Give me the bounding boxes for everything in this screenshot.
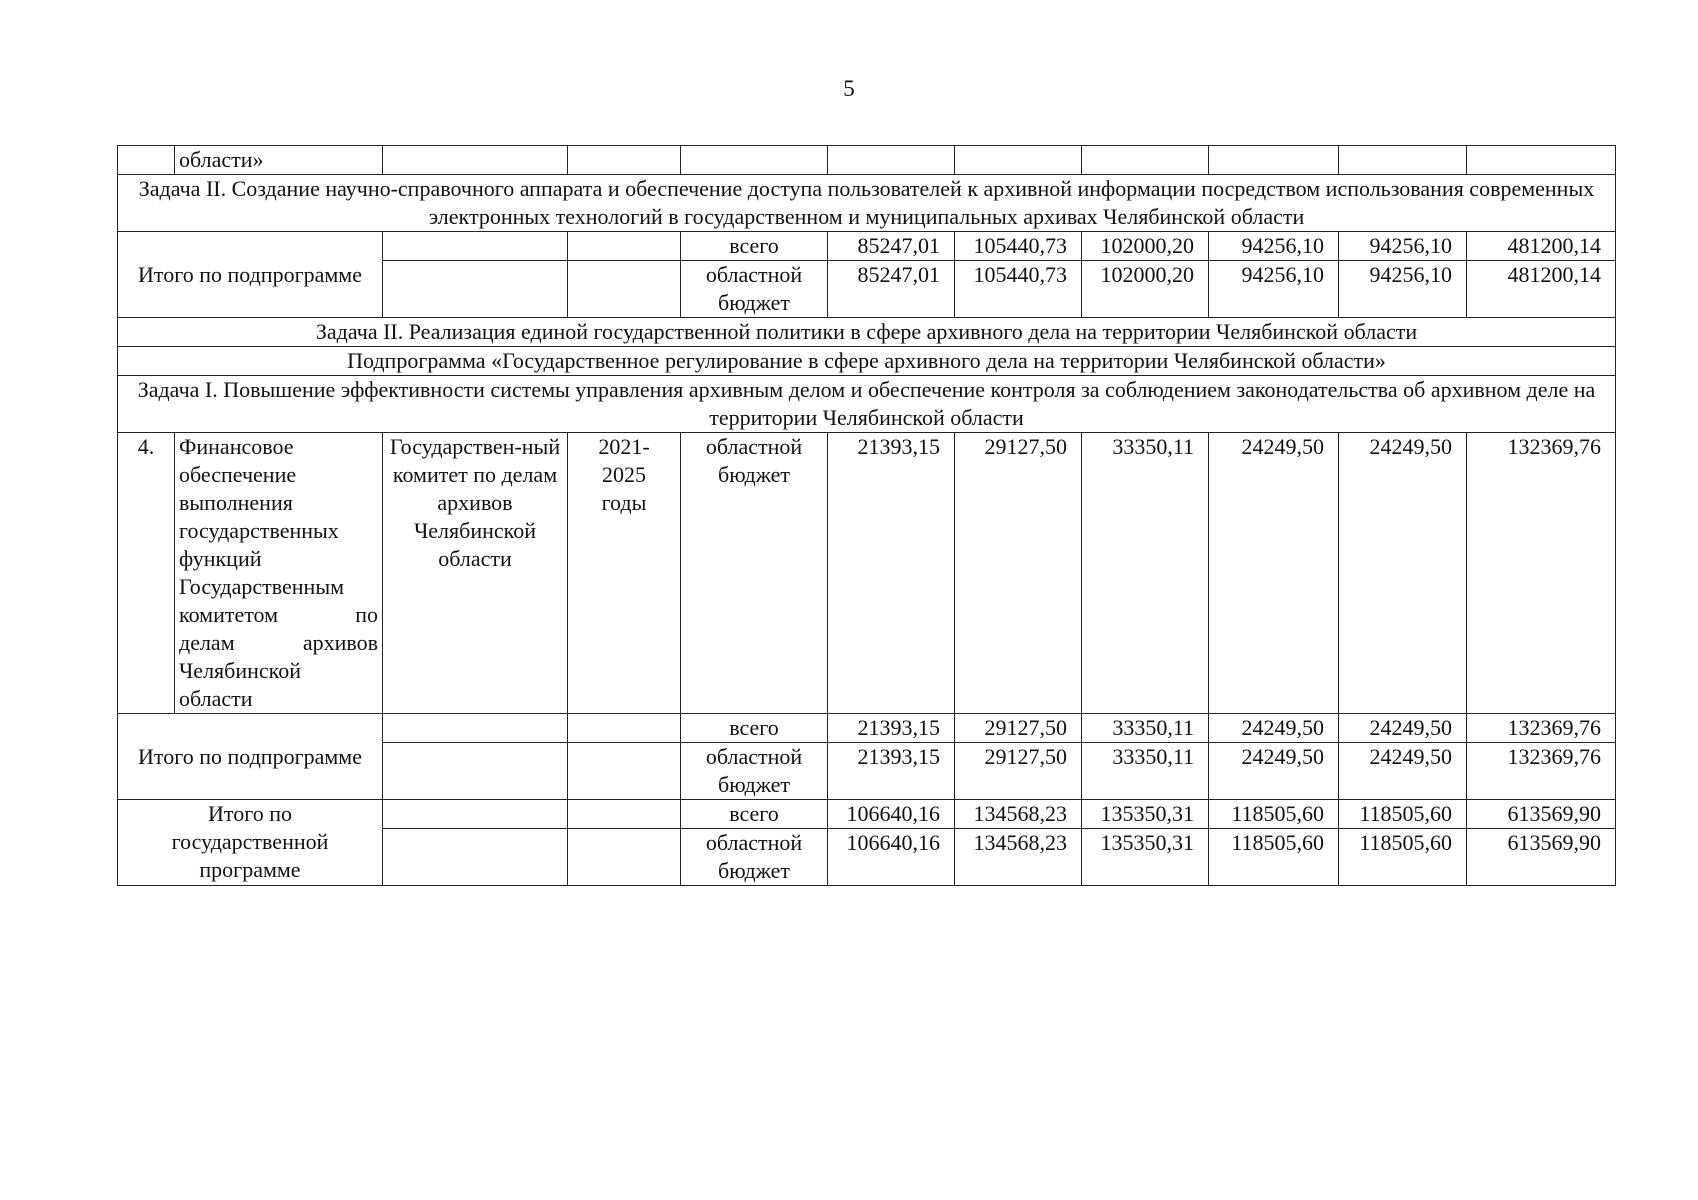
task-header-row: [118, 318, 1616, 347]
value-cell: 24249,50: [1209, 433, 1339, 714]
continuation-row: [118, 146, 1616, 175]
value-cell: 135350,31: [1082, 800, 1209, 829]
value-cell: 134568,23: [955, 829, 1082, 886]
budget-table: [117, 145, 1616, 886]
activity-name-line: делам архивов: [179, 630, 378, 655]
value-cell: 132369,76: [1467, 433, 1616, 714]
task-heading: Задача II. Реализация единой государственной политики в сфере архивного дела на территории Челябинской области: [118, 318, 1616, 347]
value-cell: 94256,10: [1339, 261, 1467, 318]
activity-name: [175, 433, 383, 714]
value-cell: 24249,50: [1209, 714, 1339, 743]
value-cell: 24249,50: [1339, 433, 1467, 714]
activity-name-line: выполнения: [179, 490, 293, 515]
cell-empty: [568, 232, 681, 261]
cell-empty: [828, 146, 955, 175]
value-cell: 106640,16: [828, 800, 955, 829]
value-cell: 134568,23: [955, 800, 1082, 829]
cell-empty: [1209, 146, 1339, 175]
executor: Государствен-ный комитет по делам архивов Челябинской области: [383, 433, 568, 714]
value-cell: 102000,20: [1082, 261, 1209, 318]
cell-empty: [383, 261, 568, 318]
task-header-row: [118, 376, 1616, 433]
funding-source: областной бюджет: [681, 261, 828, 318]
cell-empty: [1339, 146, 1467, 175]
value-cell: 613569,90: [1467, 829, 1616, 886]
funding-source: всего: [681, 714, 828, 743]
value-cell: 135350,31: [1082, 829, 1209, 886]
cell-empty: [568, 146, 681, 175]
cell-empty: [383, 146, 568, 175]
cell-empty: [568, 743, 681, 800]
value-cell: 613569,90: [1467, 800, 1616, 829]
value-cell: 102000,20: [1082, 232, 1209, 261]
subtotal-row: [118, 232, 1616, 261]
value-cell: 21393,15: [828, 743, 955, 800]
value-cell: 118505,60: [1339, 800, 1467, 829]
value-cell: 481200,14: [1467, 232, 1616, 261]
cell-empty: [681, 146, 828, 175]
subtotal-label: Итого по подпрограмме: [118, 232, 383, 318]
funding-source: всего: [681, 232, 828, 261]
subtotal-row: [118, 714, 1616, 743]
value-cell: 24249,50: [1339, 714, 1467, 743]
subtotal-label: Итого по подпрограмме: [118, 714, 383, 800]
activity-name-line: функций: [179, 546, 262, 571]
value-cell: 481200,14: [1467, 261, 1616, 318]
value-cell: 94256,10: [1339, 232, 1467, 261]
activity-row: [118, 433, 1616, 714]
value-cell: 105440,73: [955, 261, 1082, 318]
continuation-text: области»: [175, 146, 383, 175]
cell-empty: [568, 800, 681, 829]
cell-empty: [568, 714, 681, 743]
value-cell: 21393,15: [828, 714, 955, 743]
value-cell: 33350,11: [1082, 743, 1209, 800]
cell-empty: [383, 800, 568, 829]
activity-name-line: обеспечение: [179, 462, 297, 487]
value-cell: 21393,15: [828, 433, 955, 714]
value-cell: 33350,11: [1082, 433, 1209, 714]
activity-name-line: государственных: [179, 518, 339, 543]
cell-empty: [383, 829, 568, 886]
subprogram-heading: Подпрограмма «Государственное регулирование в сфере архивного дела на территории Челябинской области»: [118, 347, 1616, 376]
cell-empty: [955, 146, 1082, 175]
funding-source: областной бюджет: [681, 433, 828, 714]
value-cell: 85247,01: [828, 232, 955, 261]
activity-name-line: Финансовое: [179, 434, 294, 459]
program-total-row: [118, 800, 1616, 829]
task-header-row: [118, 175, 1616, 232]
value-cell: 94256,10: [1209, 261, 1339, 318]
value-cell: 24249,50: [1339, 743, 1467, 800]
cell-empty: [1467, 146, 1616, 175]
activity-name-line: Челябинской: [179, 658, 302, 683]
funding-source: областной бюджет: [681, 829, 828, 886]
value-cell: 132369,76: [1467, 743, 1616, 800]
task-heading: Задача II. Создание научно-справочного аппарата и обеспечение доступа пользователей к архивной информации посредством использования современных электронных технологий в государственном и муниципальных архивах Челябинской области: [118, 175, 1616, 232]
page-number: 5: [843, 76, 855, 101]
program-total-label: Итого по государственной программе: [118, 800, 383, 886]
activity-name-line: Государственным: [179, 574, 345, 599]
value-cell: 94256,10: [1209, 232, 1339, 261]
cell-empty: [118, 146, 175, 175]
value-cell: 105440,73: [955, 232, 1082, 261]
subprogram-row: [118, 347, 1616, 376]
row-number: 4.: [118, 433, 175, 714]
activity-name-line: области: [179, 686, 253, 711]
value-cell: 118505,60: [1339, 829, 1467, 886]
cell-empty: [383, 743, 568, 800]
value-cell: 33350,11: [1082, 714, 1209, 743]
value-cell: 118505,60: [1209, 829, 1339, 886]
cell-empty: [1082, 146, 1209, 175]
cell-empty: [383, 714, 568, 743]
cell-empty: [568, 261, 681, 318]
cell-empty: [383, 232, 568, 261]
value-cell: 106640,16: [828, 829, 955, 886]
value-cell: 29127,50: [955, 433, 1082, 714]
value-cell: 118505,60: [1209, 800, 1339, 829]
value-cell: 85247,01: [828, 261, 955, 318]
funding-source: областной бюджет: [681, 743, 828, 800]
cell-empty: [568, 829, 681, 886]
activity-name-line: комитетом по: [179, 602, 378, 627]
value-cell: 29127,50: [955, 714, 1082, 743]
period: 2021-2025 годы: [568, 433, 681, 714]
task-heading: Задача I. Повышение эффективности системы управления архивным делом и обеспечение контроля за соблюдением законодательства об архивном деле на территории Челябинской области: [118, 376, 1616, 433]
value-cell: 24249,50: [1209, 743, 1339, 800]
funding-source: всего: [681, 800, 828, 829]
value-cell: 29127,50: [955, 743, 1082, 800]
value-cell: 132369,76: [1467, 714, 1616, 743]
